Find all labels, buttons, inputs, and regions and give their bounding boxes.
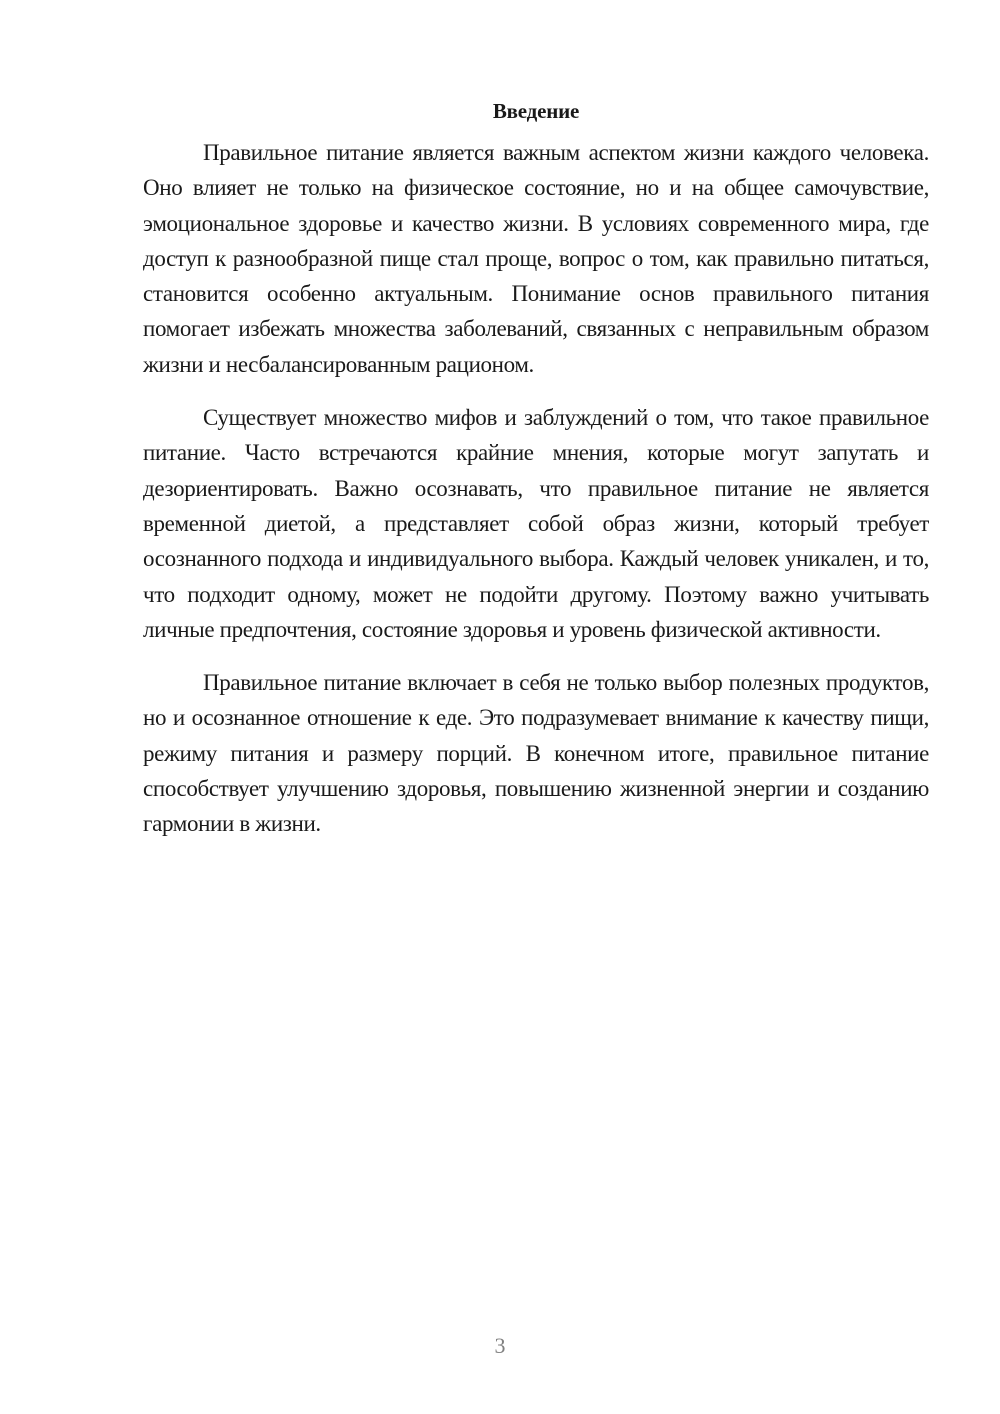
section-title: Введение — [492, 99, 580, 123]
paragraph-1: Правильное питание является важным аспектом жизни каждого человека. Оно влияет не только на физическое состояние, но и на общее самочувствие, эмоциональное здоровье и качество жизни. В условиях современного мира, где доступ к разнообразной пище стал проще, вопрос о том, как правильно питаться, становится особенно актуальным. Понимание основ правильного питания помогает избежать множества заболеваний, связанных с неправильным образом жизни и несбалансированным рационом. — [143, 140, 929, 377]
paragraph-3: Правильное питание включает в себя не только выбор полезных продуктов, но и осознанное отношение к еде. Это подразумевает внимание к качеству пищи, режиму питания и размеру порций. В конечном итоге, правильное питание способствует улучшению здоровья, повышению жизненной энергии и созданию гармонии в жизни. — [143, 670, 929, 837]
page-number: 3 — [494, 1333, 506, 1358]
paragraph-2: Существует множество мифов и заблуждений о том, что такое правильное питание. Часто встречаются крайние мнения, которые могут запутать и дезориентировать. Важно осознавать, что правильное питание не является временной диетой, а представляет собой образ жизни, который требует осознанного подхода и индивидуального выбора. Каждый человек уникален, и то, что подходит одному, может не подойти другому. Поэтому важно учитывать личные предпочтения, состояние здоровья и уровень физической активности. — [143, 405, 929, 642]
page-content — [143, 96, 929, 860]
